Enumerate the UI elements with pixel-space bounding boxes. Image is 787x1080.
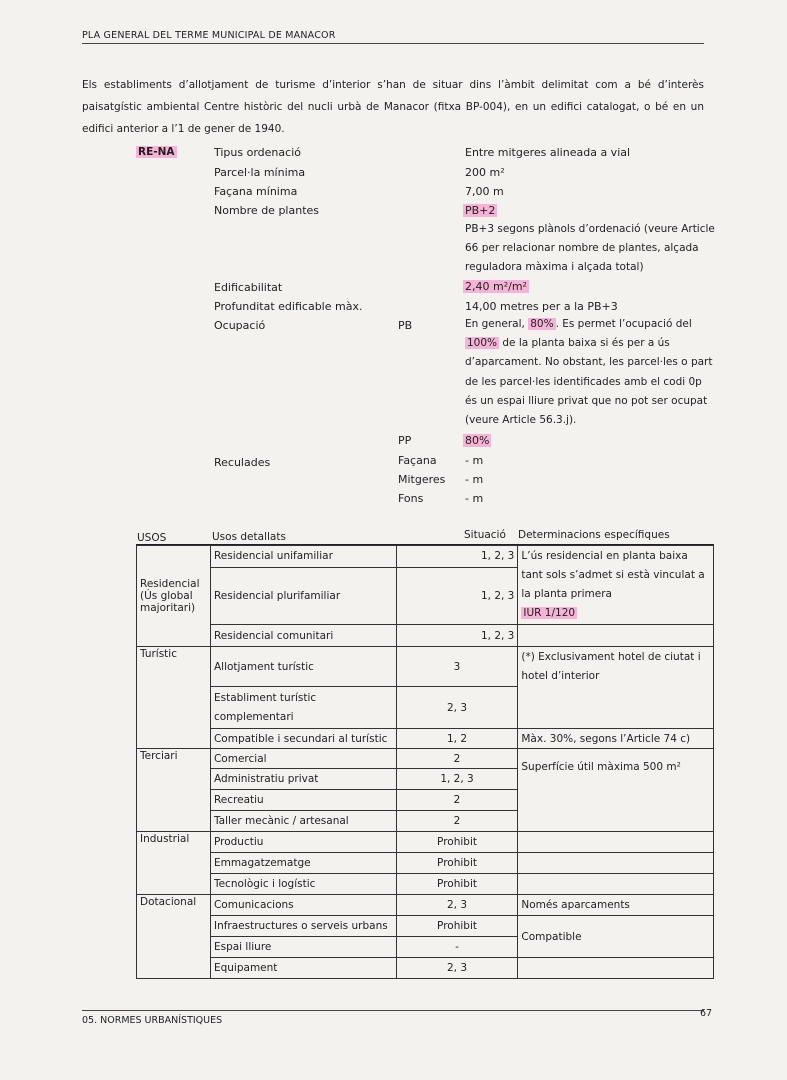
table-row bbox=[137, 647, 714, 687]
sit-compatible-turistic: 1, 2 bbox=[396, 729, 518, 749]
th-determinacions: Determinacions específiques bbox=[518, 529, 670, 541]
use-establiment: Establiment turístic complementari bbox=[210, 687, 396, 729]
sit-espai-lliure: - bbox=[396, 937, 518, 958]
param-parcela-label: Parcel·la mínima bbox=[214, 166, 306, 179]
table-row bbox=[137, 895, 714, 916]
param-tipus-value: Entre mitgeres alineada a vial bbox=[465, 146, 631, 159]
det-administratiu: Superfície útil màxima 500 m² bbox=[518, 749, 714, 832]
use-infraestructures: Infraestructures o serveis urbans bbox=[210, 916, 396, 937]
param-parcela-value: 200 m² bbox=[465, 166, 505, 179]
sit-res-unifamiliar: 1, 2, 3 bbox=[396, 546, 518, 568]
param-ocup-pp-value: 80% bbox=[465, 434, 490, 447]
recul-facana-label: Façana bbox=[398, 454, 437, 467]
table-row bbox=[137, 958, 714, 979]
th-usos: USOS bbox=[137, 532, 167, 544]
param-ocup-pb: PB bbox=[398, 319, 413, 332]
use-espai-lliure: Espai lliure bbox=[210, 937, 396, 958]
param-ocup-label: Ocupació bbox=[214, 319, 266, 332]
recul-fons-label: Fons bbox=[398, 492, 424, 505]
det-empty bbox=[518, 958, 714, 979]
use-administratiu: Administratiu privat bbox=[210, 769, 396, 790]
det-empty bbox=[518, 625, 714, 647]
use-comercial: Comercial bbox=[210, 749, 396, 769]
param-plantes-value: PB+2 bbox=[465, 204, 496, 217]
sit-allotjament: 3 bbox=[396, 647, 518, 687]
table-row bbox=[137, 625, 714, 647]
use-productiu: Productiu bbox=[210, 832, 396, 853]
page-number: 67 bbox=[700, 1008, 713, 1019]
sit-infraestructures: Prohibit bbox=[396, 916, 518, 937]
param-prof-value: 14,00 metres per a la PB+3 bbox=[465, 300, 618, 313]
use-emmagatzematge: Emmagatzematge bbox=[210, 853, 396, 874]
use-res-unifamiliar: Residencial unifamiliar bbox=[210, 546, 396, 568]
table-row bbox=[137, 832, 714, 853]
sit-tecnologic: Prohibit bbox=[396, 874, 518, 895]
param-prof-label: Profunditat edificable màx. bbox=[214, 300, 363, 313]
intro-paragraph: Els establiments d’allotjament de turisme d’interior s’han de situar dins l’àmbit delimitat com a bé d’interès paisatgístic ambiental Centre històric del nucli urbà de Manacor (fitxa BP-004), en un edifici catalogat, o bé en un edifici anterior a l’1 de gener de 1940. bbox=[82, 79, 704, 135]
param-edif-value: 2,40 m²/m² bbox=[465, 280, 527, 293]
use-taller: Taller mecànic / artesanal bbox=[210, 811, 396, 832]
table-row bbox=[137, 749, 714, 769]
det-comunicacions: Només aparcaments bbox=[518, 895, 714, 916]
param-recul-label: Reculades bbox=[214, 456, 271, 469]
param-plantes-label: Nombre de plantes bbox=[214, 204, 320, 217]
use-res-plurifamiliar: Residencial plurifamiliar bbox=[210, 567, 396, 624]
use-tecnologic: Tecnològic i logístic bbox=[210, 874, 396, 895]
table-row bbox=[137, 546, 714, 568]
sit-administratiu: 1, 2, 3 bbox=[396, 769, 518, 790]
group-terciari: Terciari bbox=[137, 749, 211, 832]
sit-res-comunitari: 1, 2, 3 bbox=[396, 625, 518, 647]
use-recreatiu: Recreatiu bbox=[210, 790, 396, 811]
det-espai-lliure: Compatible bbox=[518, 916, 714, 958]
sit-comunicacions: 2, 3 bbox=[396, 895, 518, 916]
sit-establiment: 2, 3 bbox=[396, 687, 518, 729]
param-plantes-note: PB+3 segons plànols d’ordenació (veure Article 66 per relacionar nombre de plantes, alçada reguladora màxima i alçada total) bbox=[465, 223, 715, 274]
use-compatible-turistic: Compatible i secundari al turístic bbox=[210, 729, 396, 749]
header-rule bbox=[82, 43, 704, 44]
footer-rule bbox=[82, 1010, 704, 1011]
use-comunicacions: Comunicacions bbox=[210, 895, 396, 916]
param-tipus-label: Tipus ordenació bbox=[214, 146, 301, 159]
table-row bbox=[137, 729, 714, 749]
sit-equipament: 2, 3 bbox=[396, 958, 518, 979]
table-row bbox=[137, 874, 714, 895]
group-turistic: Turístic bbox=[137, 647, 211, 749]
sit-productiu: Prohibit bbox=[396, 832, 518, 853]
table-row bbox=[137, 916, 714, 937]
param-facana-label: Façana mínima bbox=[214, 185, 298, 198]
det-compatible-turistic: Màx. 30%, segons l’Article 74 c) bbox=[518, 729, 714, 749]
use-equipament: Equipament bbox=[210, 958, 396, 979]
recul-fons-value: - m bbox=[465, 492, 484, 505]
zone-code: RE-NA bbox=[138, 146, 175, 158]
det-empty bbox=[518, 832, 714, 853]
use-allotjament: Allotjament turístic bbox=[210, 647, 396, 687]
th-usos-detallats: Usos detallats bbox=[212, 531, 286, 543]
sit-res-plurifamiliar: 1, 2, 3 bbox=[396, 567, 518, 624]
group-industrial: Industrial bbox=[137, 832, 211, 895]
sit-taller: 2 bbox=[396, 811, 518, 832]
param-ocup-text: En general, 80% . Es permet l’ocupació del 100% de la planta baixa si és per a ús d’aparcament. No obstant, les parcel·les o part de les parcel·les identificades amb el codi 0p és un espai lliure privat que no pot ser ocupat (veure Article 56.3.j). bbox=[465, 318, 713, 427]
page-header: PLA GENERAL DEL TERME MUNICIPAL DE MANACOR bbox=[82, 30, 336, 41]
det-empty bbox=[518, 853, 714, 874]
param-edif-label: Edificabilitat bbox=[214, 281, 283, 294]
table-row bbox=[137, 853, 714, 874]
recul-facana-value: - m bbox=[465, 454, 484, 467]
footer-section: 05. NORMES URBANÍSTIQUES bbox=[82, 1015, 223, 1026]
group-dotacional: Dotacional bbox=[137, 895, 211, 979]
sit-emmagatzematge: Prohibit bbox=[396, 853, 518, 874]
group-residencial: Residencial (Ús global majoritari) bbox=[137, 546, 211, 647]
param-ocup-pp: PP bbox=[398, 434, 412, 447]
use-res-comunitari: Residencial comunitari bbox=[210, 625, 396, 647]
recul-mitgeres-value: - m bbox=[465, 473, 484, 486]
usos-table bbox=[136, 545, 714, 979]
sit-comercial: 2 bbox=[396, 749, 518, 769]
sit-recreatiu: 2 bbox=[396, 790, 518, 811]
det-allotjament: (*) Exclusivament hotel de ciutat i hotel d’interior bbox=[518, 647, 714, 729]
recul-mitgeres-label: Mitgeres bbox=[398, 473, 446, 486]
param-facana-value: 7,00 m bbox=[465, 185, 504, 198]
det-residencial: L’ús residencial en planta baixa tant sols s’admet si està vinculat a la planta primera IUR 1/120 bbox=[518, 546, 714, 625]
det-empty bbox=[518, 874, 714, 895]
th-situacio: Situació bbox=[464, 529, 506, 541]
